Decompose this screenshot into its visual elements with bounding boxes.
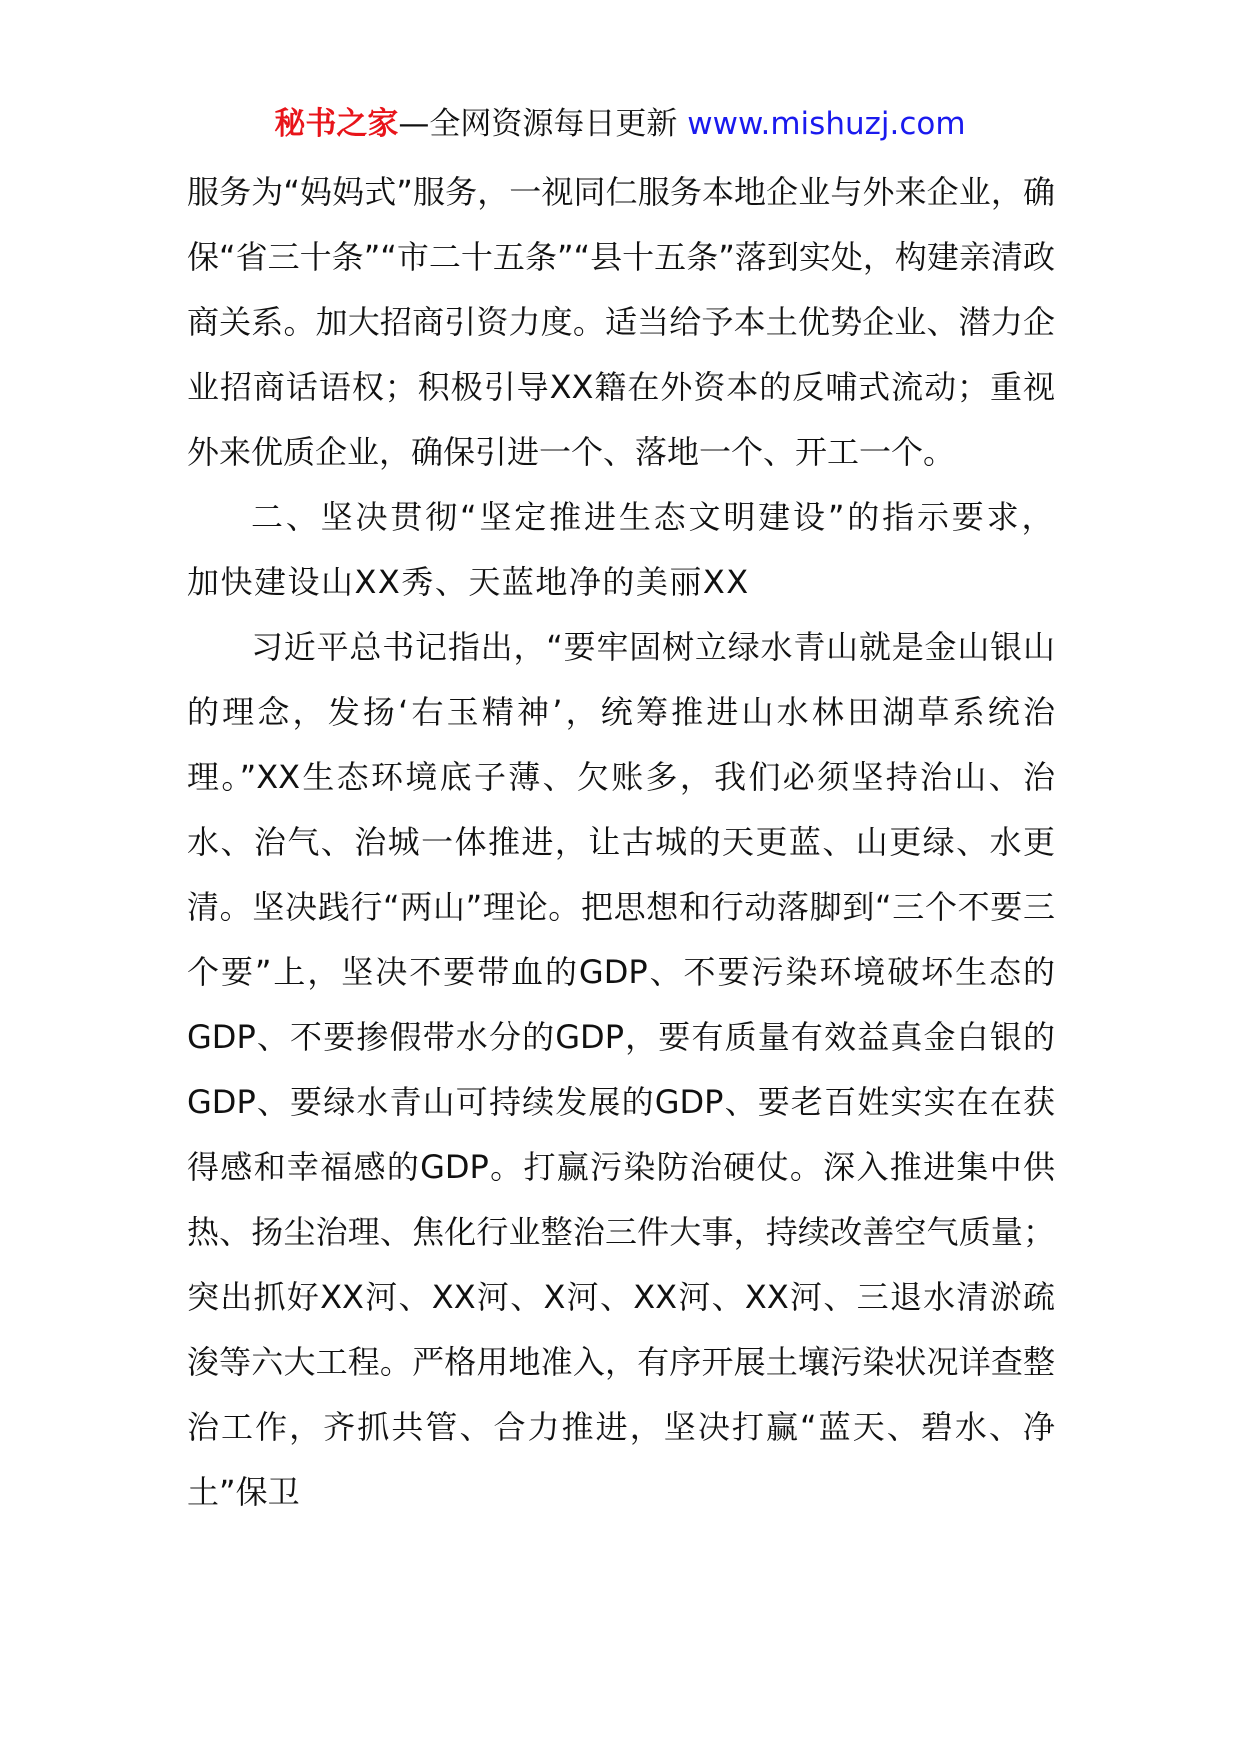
brand-name: 秘书之家 [274,106,399,142]
page-header [0,100,1240,148]
website-link[interactable]: www.mishuzj.com [687,106,966,142]
section-heading: 二、坚决贯彻“坚定推进生态文明建设”的指示要求，加快建设山XX秀、天蓝地净的美丽XX [187,498,1055,601]
paragraph: 习近平总书记指出，“要牢固树立绿水青山就是金山银山的理念，发扬‘右玉精神’，统筹推进山水林田湖草系统治理。”XX生态环境底子薄、欠账多，我们必须坚持治山、治水、治气、治城一体推进，让古城的天更蓝、山更绿、水更清。坚决践行“两山”理论。把思想和行动落脚到“三个不要三个要”上，坚决不要带血的GDP、不要污染环境破坏生态的GDP、不要掺假带水分的GDP，要有质量有效益真金白银的GDP、要绿水青山可持续发展的GDP、要老百姓实实在在获得感和幸福感的GDP。打赢污染防治硬仗。深入推进集中供热、扬尘治理、焦化行业整治三件大事，持续改善空气质量；突出抓好XX河、XX河、X河、XX河、XX河、三退水清淤疏浚等六大工程。严格用地准入，有序开展土壤污染状况详查整治工作，齐抓共管、合力推进，坚决打赢“蓝天、碧水、净土”保卫 [187,628,1055,1511]
document-body [187,160,1055,1525]
paragraph-continued: 服务为“妈妈式”服务，一视同仁服务本地企业与外来企业，确保“省三十条”“市二十五条”“县十五条”落到实处，构建亲清政商关系。加大招商引资力度。适当给予本土优势企业、潜力企业招商话语权；积极引导XX籍在外资本的反哺式流动；重视外来优质企业，确保引进一个、落地一个、开工一个。 [187,173,1055,471]
header-slogan: —全网资源每日更新 [398,106,678,142]
